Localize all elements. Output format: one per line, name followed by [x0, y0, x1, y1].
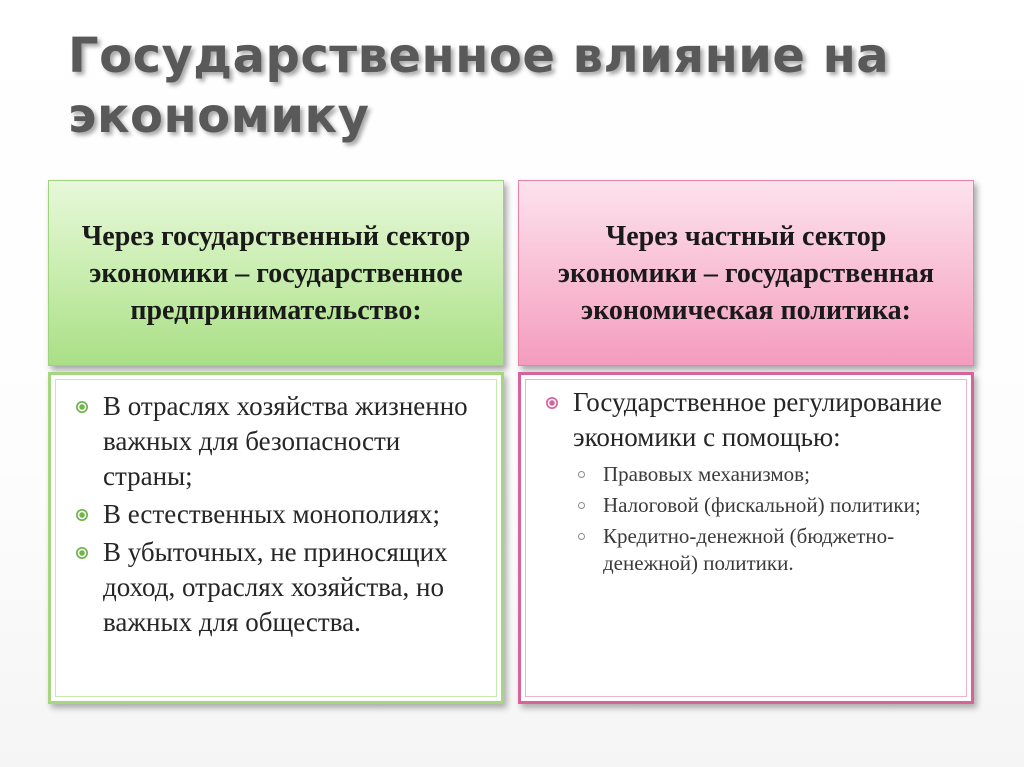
sub-bullet-list [573, 461, 963, 577]
list-item [73, 535, 493, 640]
right-content-box [518, 372, 974, 704]
hollow-circle-bullet-icon [578, 533, 585, 540]
circle-bullet-icon [76, 547, 88, 559]
circle-bullet-icon [546, 397, 558, 409]
hollow-circle-bullet-icon [578, 502, 585, 509]
sub-list-item-text: Налоговой (фискальной) политики; [603, 493, 921, 517]
list-item-text: В отраслях хозяйства жизненно важных для безопасности страны; [103, 391, 468, 491]
sub-list-item [573, 492, 963, 519]
list-item-text: В убыточных, не приносящих доход, отраслях хозяйства, но важных для общества. [103, 537, 448, 637]
left-header-box [48, 180, 504, 366]
right-bullet-list [543, 385, 963, 581]
list-item [73, 497, 493, 532]
sub-list-item [573, 461, 963, 488]
list-item-text: Государственное регулирование экономики с помощью: [573, 387, 942, 452]
list-item-text: В естественных монополиях; [103, 499, 440, 529]
list-item [543, 385, 963, 577]
sub-list-item-text: Кредитно-денежной (бюджетно-денежной) политики. [603, 524, 895, 575]
right-header-box [518, 180, 974, 366]
list-item [73, 389, 493, 494]
circle-bullet-icon [76, 509, 88, 521]
right-header-text: Через частный сектор экономики – государственная экономическая политика: [557, 220, 935, 326]
sub-list-item [573, 523, 963, 577]
slide-title: Государственное влияние на экономику [68, 28, 890, 144]
left-bullet-list [73, 389, 493, 643]
sub-list-item-text: Правовых механизмов; [603, 462, 810, 486]
hollow-circle-bullet-icon [578, 471, 585, 478]
left-content-box [48, 372, 504, 704]
circle-bullet-icon [76, 401, 88, 413]
left-header-text: Через государственный сектор экономики – государственное предпринимательство: [81, 220, 471, 326]
